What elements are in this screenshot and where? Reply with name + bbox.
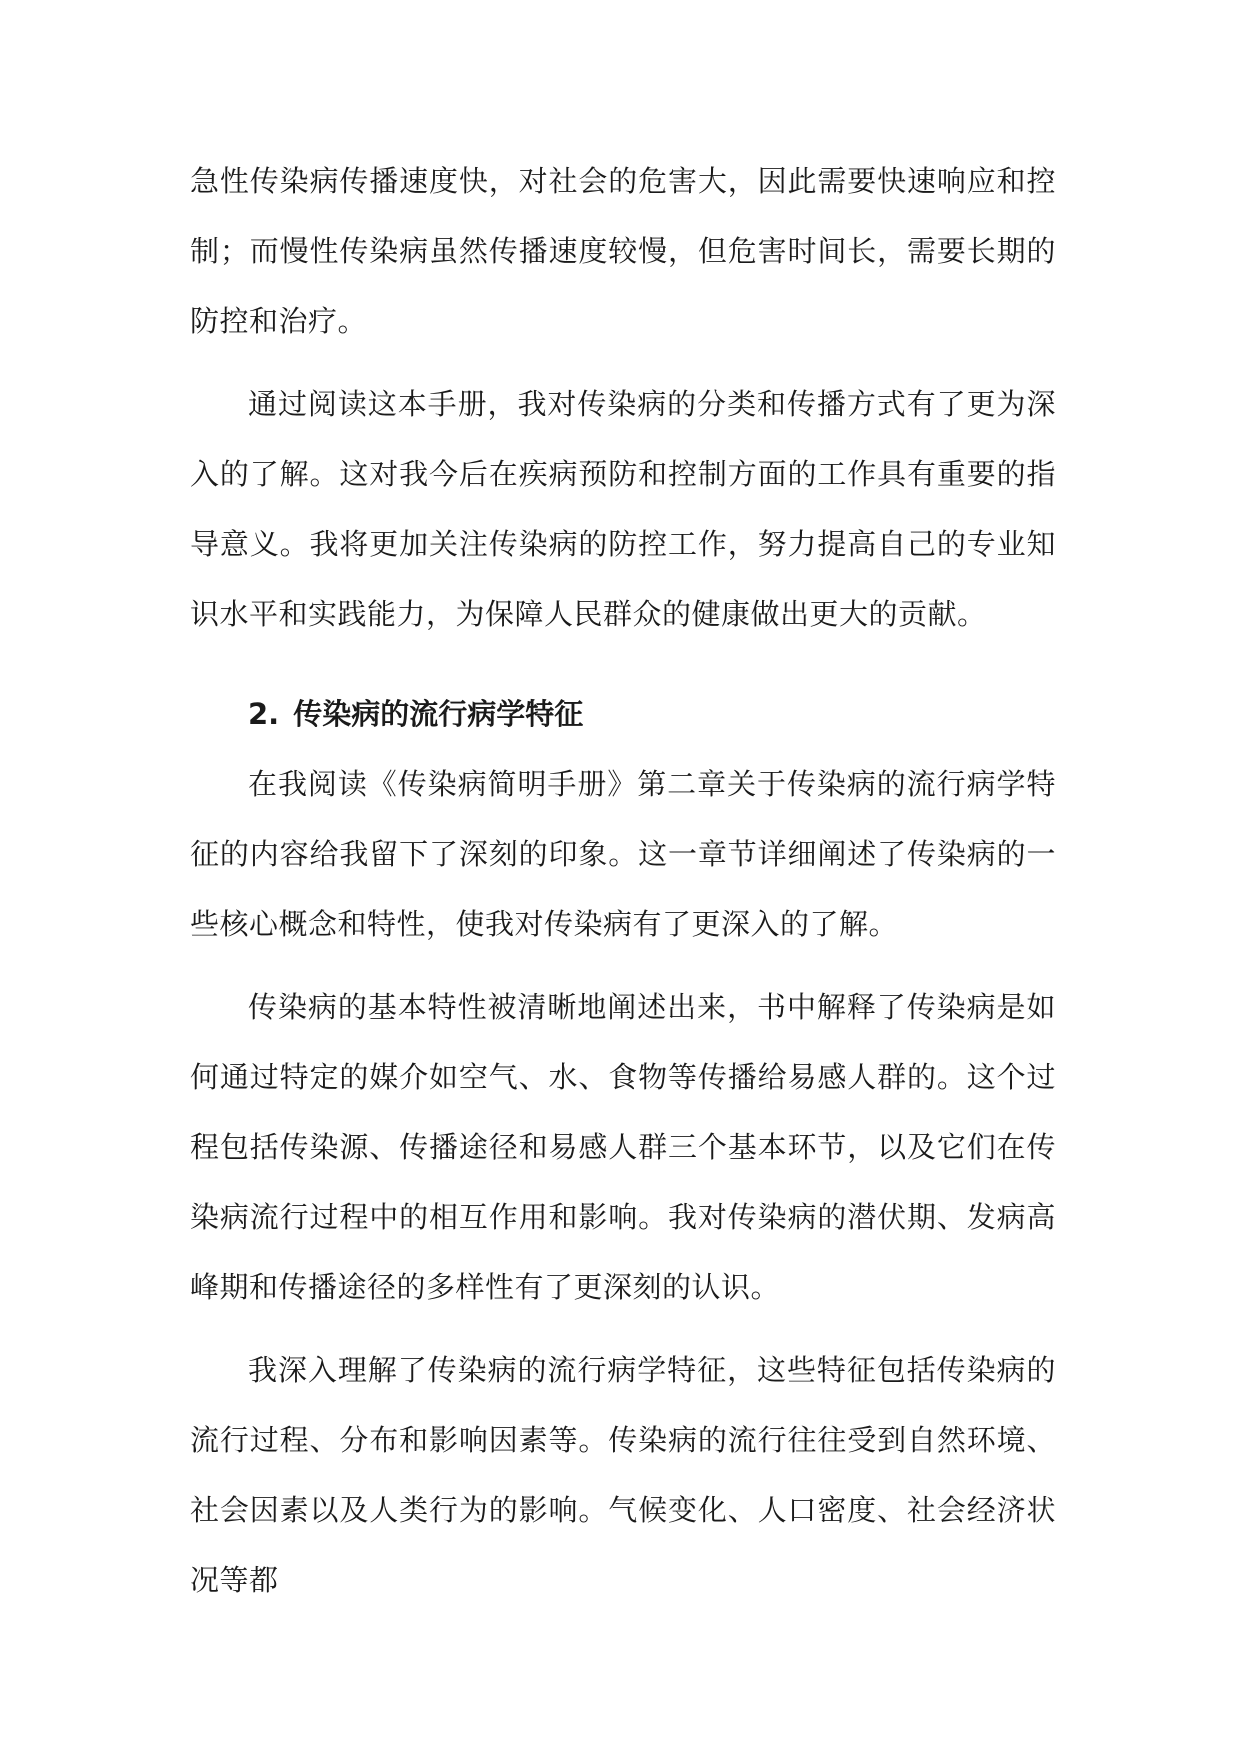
paragraph: 在我阅读《传染病简明手册》第二章关于传染病的流行病学特征的内容给我留下了深刻的印象。这一章节详细阐述了传染病的一些核心概念和特性，使我对传染病有了更深入的了解。 (190, 767, 1056, 941)
paragraph-continued: 急性传染病传播速度快，对社会的危害大，因此需要快速响应和控制；而慢性传染病虽然传播速度较慢，但危害时间长，需要长期的防控和治疗。 (190, 164, 1056, 338)
document-body (190, 146, 1056, 1615)
section-heading (190, 679, 1056, 749)
paragraph: 我深入理解了传染病的流行病学特征，这些特征包括传染病的流行过程、分布和影响因素等。传染病的流行往往受到自然环境、社会因素以及人类行为的影响。气候变化、人口密度、社会经济状况等都 (190, 1353, 1056, 1597)
section-number: 2. (248, 697, 280, 731)
paragraph: 传染病的基本特性被清晰地阐述出来，书中解释了传染病是如何通过特定的媒介如空气、水、食物等传播给易感人群的。这个过程包括传染源、传播途径和易感人群三个基本环节，以及它们在传染病流行过程中的相互作用和影响。我对传染病的潜伏期、发病高峰期和传播途径的多样性有了更深刻的认识。 (190, 990, 1056, 1304)
section-title: 传染病的流行病学特征 (293, 697, 584, 731)
paragraph: 通过阅读这本手册，我对传染病的分类和传播方式有了更为深入的了解。这对我今后在疾病预防和控制方面的工作具有重要的指导意义。我将更加关注传染病的防控工作，努力提高自己的专业知识水平和实践能力，为保障人民群众的健康做出更大的贡献。 (190, 387, 1056, 631)
